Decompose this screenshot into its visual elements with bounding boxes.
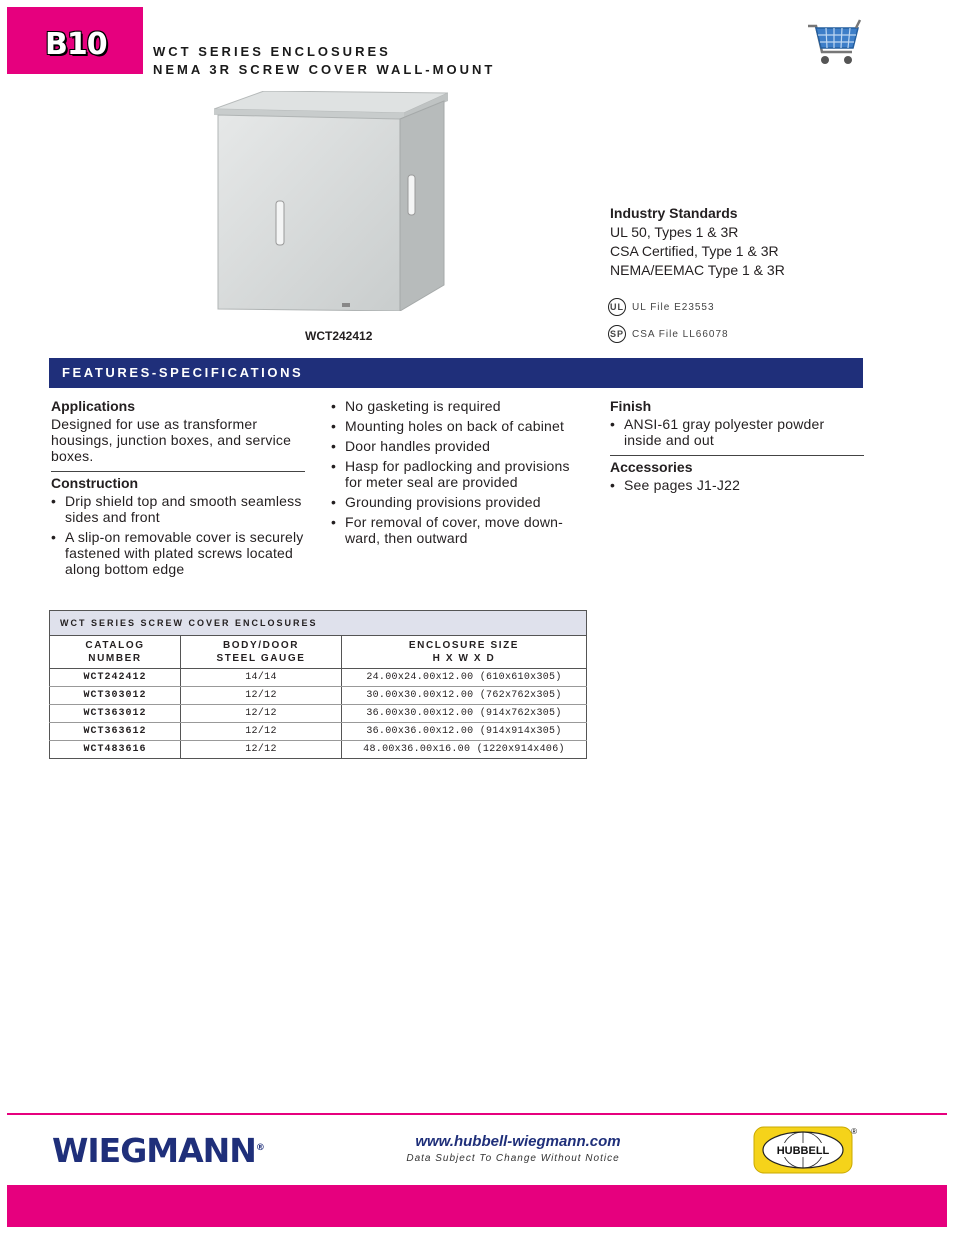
finish-list — [610, 416, 864, 448]
list-item: • A slip-on removable cover is securely fastened with plated screws located along bottom edge — [51, 529, 305, 577]
column-header-size — [342, 636, 587, 669]
enclosure-size: 36.00x36.00x12.00 (914x914x305) — [342, 723, 587, 741]
accessories-heading: Accessories — [610, 459, 693, 475]
features-column-1 — [51, 398, 305, 581]
enclosure-size: 30.00x30.00x12.00 (762x762x305) — [342, 687, 587, 705]
table-row — [50, 705, 587, 723]
product-image-caption: WCT242412 — [305, 329, 373, 343]
steel-gauge: 12/12 — [181, 687, 342, 705]
list-item: • Mounting holes on back of cabinet — [331, 418, 587, 434]
hubbell-registered-mark: ® — [851, 1127, 857, 1136]
features-column-2 — [331, 398, 587, 550]
list-item: • Grounding provisions provided — [331, 494, 587, 510]
logo-text: WIEGMANN — [52, 1131, 256, 1170]
steel-gauge: 12/12 — [181, 741, 342, 759]
accessories-list — [610, 477, 864, 493]
table-row — [50, 723, 587, 741]
column-header-catalog — [50, 636, 181, 669]
construction-heading: Construction — [51, 475, 139, 491]
divider — [51, 471, 305, 472]
header-line: NUMBER — [88, 653, 142, 664]
applications-heading: Applications — [51, 398, 136, 414]
header-line: CATALOG — [85, 640, 145, 651]
header-line: STEEL GAUGE — [216, 653, 306, 664]
disclaimer-text: Data Subject To Change Without Notice — [406, 1153, 620, 1164]
steel-gauge: 12/12 — [181, 705, 342, 723]
page-number: B10 — [45, 27, 107, 62]
applications-text: Designed for use as transformer housings, junction boxes, and service boxes. — [51, 416, 292, 464]
divider — [610, 455, 864, 456]
industry-standards-heading: Industry Standards — [610, 205, 738, 221]
header-line: BODY/DOOR — [222, 640, 300, 651]
csa-file-number: CSA File LL66078 — [632, 328, 729, 340]
enclosure-size: 48.00x36.00x16.00 (1220x914x406) — [342, 741, 587, 759]
catalog-number: WCT242412 — [50, 669, 181, 687]
csa-certification — [608, 325, 729, 343]
steel-gauge: 12/12 — [181, 723, 342, 741]
catalog-number: WCT363612 — [50, 723, 181, 741]
page-title: WCT SERIES ENCLOSURES — [153, 44, 391, 59]
features-column-3 — [610, 398, 864, 497]
enclosure-size: 24.00x24.00x12.00 (610x610x305) — [342, 669, 587, 687]
registered-mark: ® — [255, 1143, 265, 1153]
ul-listed-icon: UL — [608, 298, 626, 316]
catalog-number: WCT483616 — [50, 741, 181, 759]
list-item: • No gasketing is required — [331, 398, 587, 414]
header-line: ENCLOSURE SIZE — [408, 640, 520, 651]
features-list — [331, 398, 587, 546]
column-header-gauge — [181, 636, 342, 669]
list-item: • For removal of cover, move down-ward, then outward — [331, 514, 587, 546]
construction-list — [51, 493, 305, 577]
list-item: • Hasp for padlocking and provisions for meter seal are provided — [331, 458, 587, 490]
footer-band — [7, 1185, 947, 1227]
header-line: H X W X D — [432, 653, 496, 664]
list-item: • ANSI-61 gray polyester powder inside and out — [610, 416, 864, 448]
shopping-cart-icon[interactable] — [806, 18, 862, 68]
table-row — [50, 687, 587, 705]
list-item: • See pages J1-J22 — [610, 477, 864, 493]
enclosures-table — [49, 610, 587, 759]
list-item: • Door handles provided — [331, 438, 587, 454]
ul-certification — [608, 298, 715, 316]
hubbell-logo — [753, 1126, 859, 1174]
standard-line: CSA Certified, Type 1 & 3R — [610, 243, 779, 259]
table-row — [50, 741, 587, 759]
table-row — [50, 669, 587, 687]
standard-line: NEMA/EEMAC Type 1 & 3R — [610, 262, 785, 278]
ul-file-number: UL File E23553 — [632, 301, 715, 313]
footer-divider — [7, 1113, 947, 1115]
features-heading: FEATURES-SPECIFICATIONS — [62, 365, 304, 380]
catalog-number: WCT303012 — [50, 687, 181, 705]
hubbell-logo-text: HUBBELL — [776, 1145, 830, 1157]
page-subtitle: NEMA 3R SCREW COVER WALL-MOUNT — [153, 62, 496, 77]
catalog-number: WCT363012 — [50, 705, 181, 723]
table-caption: WCT SERIES SCREW COVER ENCLOSURES — [50, 611, 587, 636]
csa-certified-icon: SP — [608, 325, 626, 343]
finish-heading: Finish — [610, 398, 652, 414]
enclosure-size: 36.00x30.00x12.00 (914x762x305) — [342, 705, 587, 723]
standard-line: UL 50, Types 1 & 3R — [610, 224, 739, 240]
wiegmann-logo — [52, 1131, 265, 1170]
steel-gauge: 14/14 — [181, 669, 342, 687]
industry-standards — [610, 204, 785, 280]
enclosure-product-image — [214, 91, 448, 311]
website-link[interactable]: www.hubbell-wiegmann.com — [415, 1133, 621, 1150]
list-item: • Drip shield top and smooth seamless sides and front — [51, 493, 305, 525]
